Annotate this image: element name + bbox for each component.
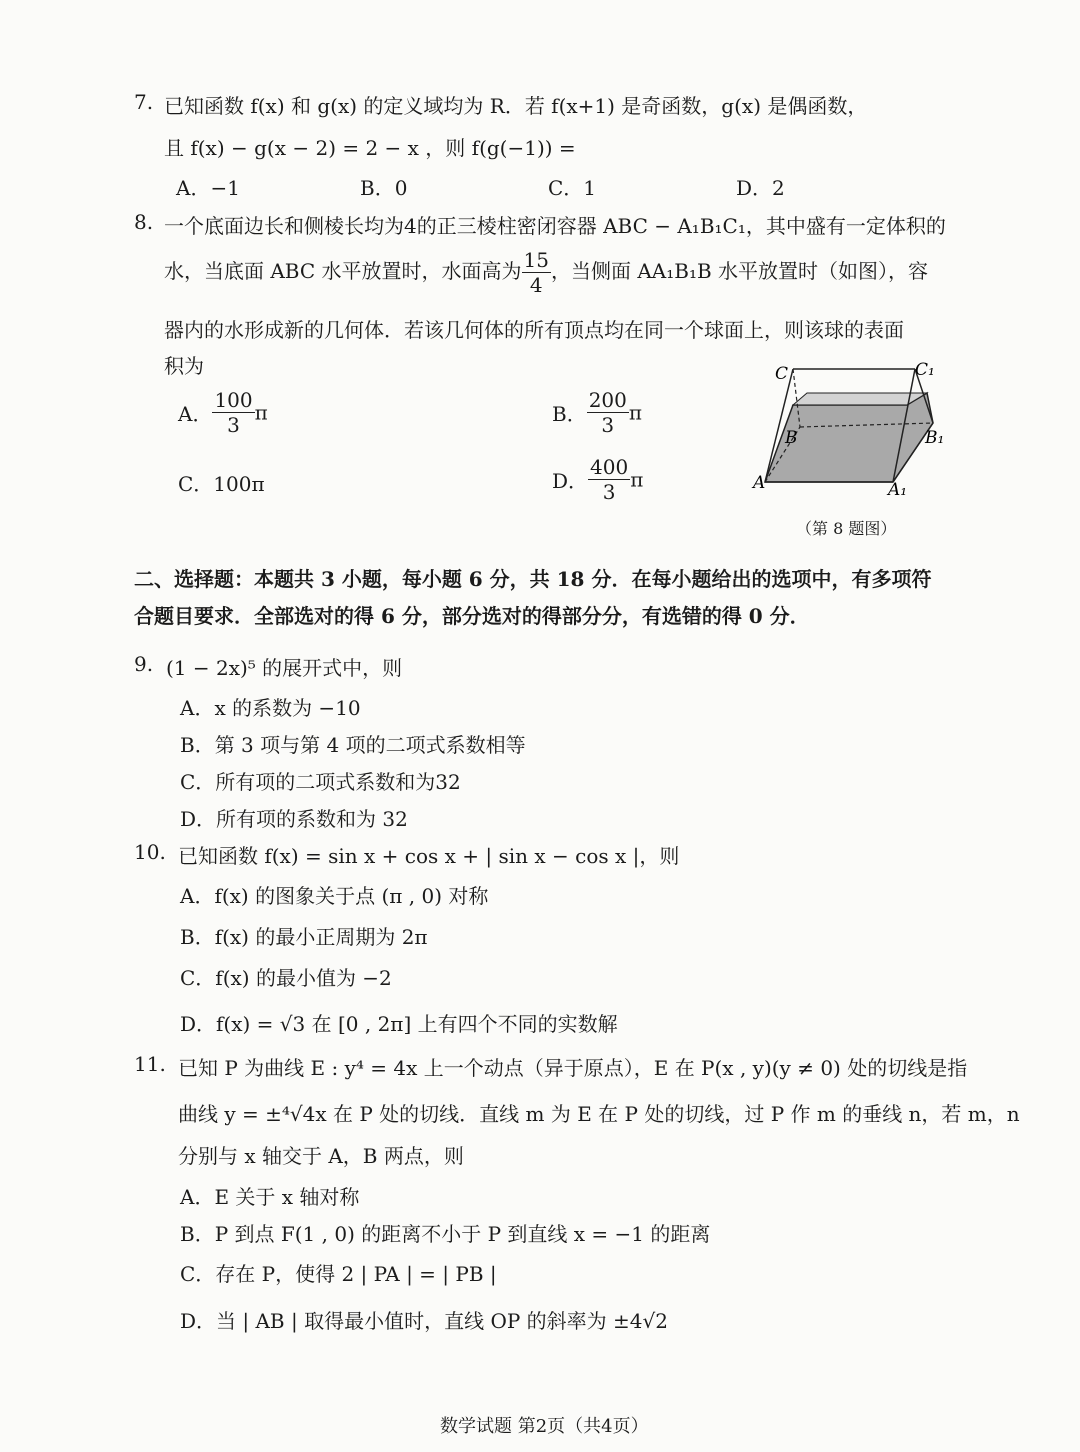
q9-option-d: D．所有项的系数和为 32 <box>180 807 408 831</box>
q8-stem-line4: 积为 <box>164 354 204 378</box>
q8-option-a-den: 3 <box>212 412 254 437</box>
q11-number: 11. <box>134 1052 166 1076</box>
q10-number: 10. <box>134 840 166 864</box>
q11-option-c: C．存在 P，使得 2 | PA | = | PB | <box>180 1262 497 1286</box>
q7-number: 7. <box>134 90 154 114</box>
q7-option-c: C．1 <box>548 176 597 200</box>
q9-option-a: A．x 的系数为 −10 <box>180 696 361 720</box>
label-b1: B₁ <box>925 428 945 448</box>
q11-option-b: B．P 到点 F(1 , 0) 的距离不小于 P 到直线 x = −1 的距离 <box>180 1222 711 1246</box>
q11-option-a: A．E 关于 x 轴对称 <box>180 1185 360 1209</box>
q8-option-a-label: A． <box>178 402 213 426</box>
q8-option-d-pi: π <box>630 467 644 492</box>
q8-option-d-fraction <box>588 455 630 504</box>
section2-heading-line1: 二、选择题：本题共 3 小题，每小题 6 分，共 18 分．在每小题给出的选项中，有多项符 <box>134 567 932 591</box>
q9-option-b: B．第 3 项与第 4 项的二项式系数相等 <box>180 733 526 757</box>
q8-option-d-den: 3 <box>588 479 630 504</box>
q10-stem: 已知函数 f(x) = sin x + cos x + | sin x − cos x |，则 <box>178 844 680 868</box>
q11-stem-line2: 曲线 y = ±⁴√4x 在 P 处的切线．直线 m 为 E 在 P 处的切线，过 P 作 m 的垂线 n，若 m，n <box>178 1102 1020 1126</box>
q7-option-a: A．−1 <box>176 176 240 200</box>
q10-option-b: B．f(x) 的最小正周期为 2π <box>180 925 428 949</box>
q11-option-d: D．当 | AB | 取得最小值时，直线 OP 的斜率为 ±4√2 <box>180 1309 668 1333</box>
q8-option-d-label: D． <box>552 469 589 493</box>
q8-option-d-num: 400 <box>590 455 629 479</box>
q7-option-d: D．2 <box>736 176 785 200</box>
q8-line2-part2: ，当侧面 AA₁B₁B 水平放置时（如图），容 <box>550 259 929 283</box>
q9-option-c: C．所有项的二项式系数和为32 <box>180 770 461 794</box>
q8-height-fraction <box>522 248 551 297</box>
q8-option-a-fraction <box>212 388 254 437</box>
q9-stem: (1 − 2x)⁵ 的展开式中，则 <box>166 656 403 680</box>
q8-stem-line3: 器内的水形成新的几何体．若该几何体的所有顶点均在同一个球面上，则该球的表面 <box>164 318 904 342</box>
q7-option-b: B．0 <box>360 176 408 200</box>
q8-prism-figure <box>745 355 955 500</box>
q8-stem-line1: 一个底面边长和侧棱长均为4的正三棱柱密闭容器 ABC − A₁B₁C₁，其中盛有一定体积的 <box>164 214 946 238</box>
q10-option-a: A．f(x) 的图象关于点 (π , 0) 对称 <box>180 884 489 908</box>
q11-stem-line3: 分别与 x 轴交于 A，B 两点，则 <box>178 1144 464 1168</box>
q8-option-b-den: 3 <box>587 412 629 437</box>
q11-stem-line1: 已知 P 为曲线 E : y⁴ = 4x 上一个动点（异于原点），E 在 P(x , y)(y ≠ 0) 处的切线是指 <box>178 1056 968 1080</box>
q8-option-b-num: 200 <box>588 388 627 412</box>
q8-option-b-pi: π <box>628 400 643 425</box>
label-c1: C₁ <box>915 360 935 380</box>
label-a: A <box>753 473 766 493</box>
q8-option-a-num: 100 <box>214 388 253 412</box>
q8-option-b-label: B． <box>552 402 587 426</box>
q8-option-d <box>552 455 643 504</box>
q8-height-num: 15 <box>523 248 549 272</box>
page-footer: 数学试题 第2页（共4页） <box>440 1416 649 1437</box>
q7-stem-line2: 且 f(x) − g(x − 2) = 2 − x ，则 f(g(−1)) = <box>164 136 576 160</box>
q10-option-c: C．f(x) 的最小值为 −2 <box>180 966 392 990</box>
q8-stem-line2 <box>164 248 928 297</box>
q8-option-a-pi: π <box>254 400 268 425</box>
q10-option-d: D．f(x) = √3 在 [0 , 2π] 上有四个不同的实数解 <box>180 1012 618 1036</box>
water-top-face <box>793 393 927 405</box>
q9-number: 9. <box>134 652 154 676</box>
q8-line2-part1: 水，当底面 ABC 水平放置时，水面高为 <box>164 259 522 283</box>
q8-height-den: 4 <box>522 272 551 297</box>
q7-stem-line1: 已知函数 f(x) 和 g(x) 的定义域均为 R．若 f(x+1) 是奇函数，g(x) 是偶函数， <box>164 94 868 118</box>
q8-option-b-fraction <box>587 388 629 437</box>
q8-option-c: C．100π <box>178 472 265 496</box>
label-b: B <box>785 428 798 448</box>
q8-option-a <box>178 388 268 437</box>
label-c: C <box>775 364 789 384</box>
label-a1: A₁ <box>888 480 908 500</box>
q8-number: 8. <box>134 210 154 234</box>
q8-option-b <box>552 388 642 437</box>
q8-figure-caption: （第 8 题图） <box>796 519 897 538</box>
section2-heading-line2: 合题目要求．全部选对的得 6 分，部分选对的得部分分，有选错的得 0 分． <box>134 604 810 628</box>
